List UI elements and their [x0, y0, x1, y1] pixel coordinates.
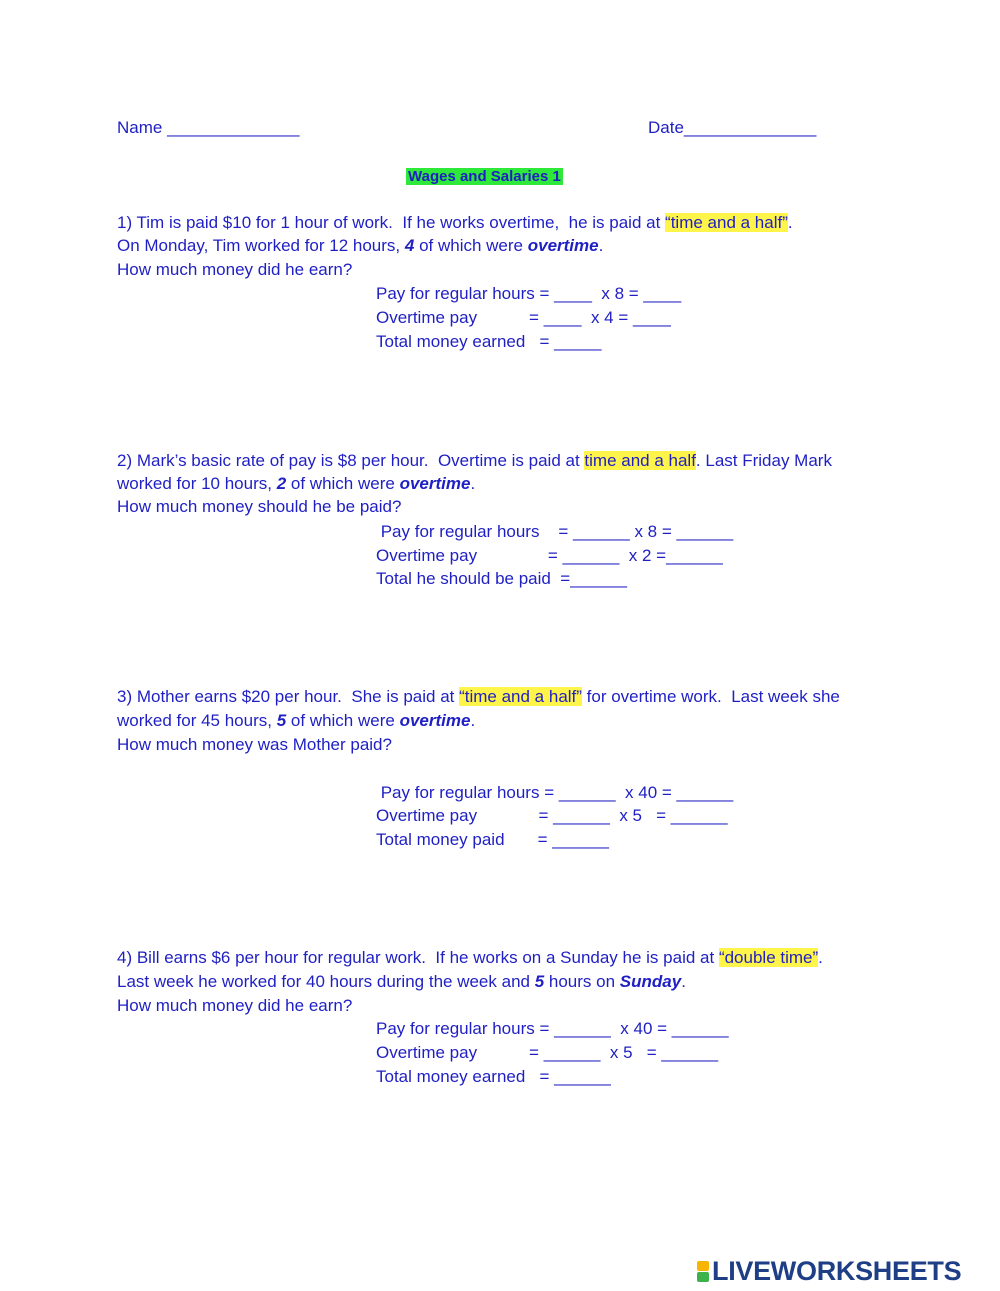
q3-question: How much money was Mother paid?: [117, 735, 392, 754]
q3-text: worked for 45 hours,: [117, 711, 277, 730]
q4-text: .: [818, 948, 823, 967]
q2-emphasis-number: 2: [276, 474, 287, 493]
q2-text: of which were: [286, 474, 400, 493]
q1-line-1: [117, 212, 793, 234]
q1-text: On Monday, Tim worked for 12 hours,: [117, 236, 405, 255]
q4-emphasis-word: Sunday: [619, 972, 682, 991]
q4-text: 4) Bill earns $6 per hour for regular work. If he works on a Sunday he is paid at: [117, 948, 719, 967]
q3-text: 3) Mother earns $20 per hour. She is paid at: [117, 687, 460, 706]
q1-highlight: “time and a half”: [665, 213, 788, 232]
q1-question: How much money did he earn?: [117, 260, 353, 279]
logo-mark-icon: [697, 1261, 709, 1282]
q4-highlight: “double time”: [718, 948, 819, 967]
q2-text: .: [470, 474, 476, 493]
q1-text: .: [787, 213, 793, 232]
q4-question: How much money did he earn?: [117, 996, 353, 1015]
q2-text: . Last Friday Mark: [695, 451, 832, 470]
q1-emphasis-number: 4: [404, 236, 415, 255]
date-field[interactable]: Date______________: [648, 118, 817, 137]
q2-calc-total[interactable]: Total he should be paid =______: [376, 569, 627, 588]
q2-line-2: [117, 473, 475, 495]
logo-mark-bottom: [697, 1272, 709, 1282]
q4-calc-regular[interactable]: Pay for regular hours = ______ x 40 = ______: [376, 1019, 729, 1038]
q2-text: 2) Mark’s basic rate of pay is $8 per hour. Overtime is paid at: [117, 451, 585, 470]
q2-emphasis-word: overtime: [399, 474, 471, 493]
q3-emphasis-word: overtime: [399, 711, 471, 730]
q2-calc-regular[interactable]: Pay for regular hours = ______ x 8 = ______: [376, 522, 734, 541]
q4-line-1: [117, 947, 823, 969]
q4-text: .: [681, 972, 686, 991]
q4-calc-total[interactable]: Total money earned = ______: [376, 1067, 611, 1086]
logo-text: LIVEWORKSHEETS: [712, 1255, 962, 1286]
q1-calc-overtime[interactable]: Overtime pay = ____ x 4 = ____: [376, 308, 671, 327]
q4-line-2: [117, 971, 686, 993]
q3-text: of which were: [286, 711, 400, 730]
q3-emphasis-number: 5: [276, 711, 287, 730]
q3-text: .: [470, 711, 476, 730]
q3-highlight: “time and a half”: [459, 687, 582, 706]
q1-calc-total[interactable]: Total money earned = _____: [376, 332, 602, 351]
q2-question: How much money should he be paid?: [117, 497, 402, 516]
q3-line-1: [117, 686, 840, 708]
q1-text: of which were: [414, 236, 528, 255]
q3-calc-total[interactable]: Total money paid = ______: [376, 830, 609, 849]
worksheet-title: [406, 165, 563, 188]
q3-line-2: [117, 710, 475, 732]
q2-line-1: [117, 450, 832, 472]
q1-text: 1) Tim is paid $10 for 1 hour of work. If he works overtime, he is paid at: [117, 213, 666, 232]
liveworksheets-logo: [697, 1256, 961, 1286]
q1-emphasis-word: overtime: [527, 236, 599, 255]
q4-emphasis-number: 5: [534, 972, 545, 991]
logo-mark-top: [697, 1261, 709, 1271]
q1-text: .: [598, 236, 604, 255]
q2-highlight: time and a half: [584, 451, 696, 470]
q4-text: hours on: [544, 972, 620, 991]
q1-calc-regular[interactable]: Pay for regular hours = ____ x 8 = ____: [376, 284, 682, 303]
q2-text: worked for 10 hours,: [117, 474, 277, 493]
q1-line-2: [117, 235, 603, 257]
q3-calc-overtime[interactable]: Overtime pay = ______ x 5 = ______: [376, 806, 728, 825]
q3-text: for overtime work. Last week she: [581, 687, 840, 706]
q2-calc-overtime[interactable]: Overtime pay = ______ x 2 =______: [376, 546, 723, 565]
name-field[interactable]: Name ______________: [117, 118, 300, 137]
q4-calc-overtime[interactable]: Overtime pay = ______ x 5 = ______: [376, 1043, 719, 1062]
q4-text: Last week he worked for 40 hours during the week and: [117, 972, 535, 991]
title-text: Wages and Salaries 1: [408, 168, 561, 185]
q3-calc-regular[interactable]: Pay for regular hours = ______ x 40 = ______: [376, 783, 734, 802]
